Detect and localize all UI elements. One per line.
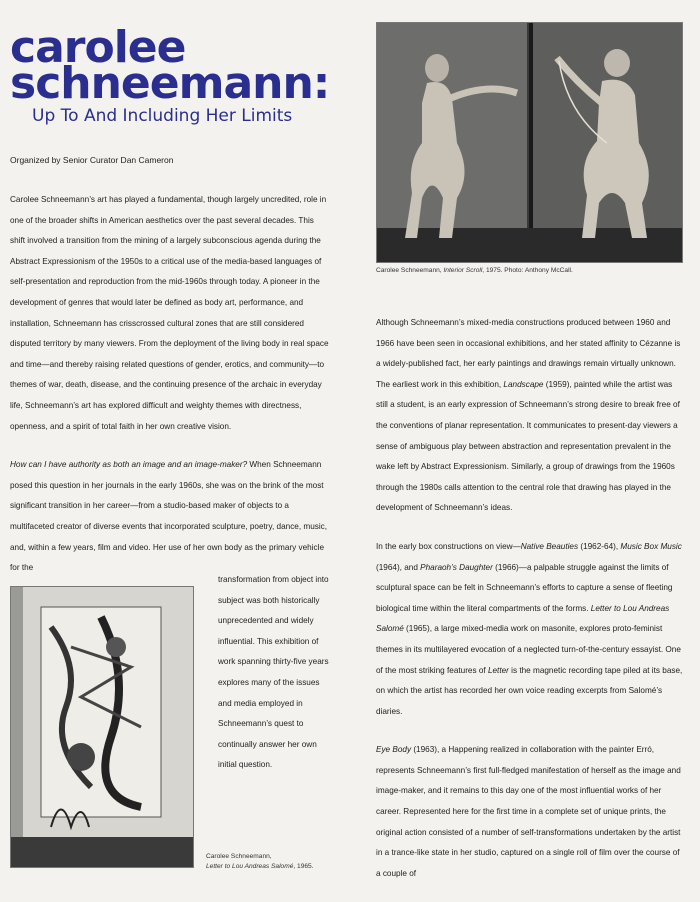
caption-top-prefix: Carolee Schneemann,: [376, 267, 444, 274]
r2-a: In the early box constructions on view—: [376, 541, 521, 551]
r2-i1: Native Beauties: [520, 541, 579, 551]
title-line-1: carolee: [10, 22, 186, 73]
organized-by: Organized by Senior Curator Dan Cameron: [10, 155, 174, 165]
interior-scroll-image: [377, 23, 682, 262]
right-paragraph-1: [376, 313, 686, 519]
narrow-text-column: transformation from object into subject was both historically unprecedented and widely influential. This exhibition of work spanning thirty-five years explores many of the issues and media employed in Schneemann’s quest to continually answer her own initial question.: [218, 575, 329, 770]
r1-a: Although Schneemann’s mixed-media constructions produced between 1960 and 1966 have been seen in occasional exhibitions, and her stated affinity to Cézanne is a widely-published fact, her early paintings and drawings remain virtually unknown. The earliest work in this exhibition,: [376, 318, 681, 389]
caption-left-line1: Carolee Schneemann,: [206, 853, 272, 860]
r2-e: (1965), a large mixed-media work on masonite, explores proto-feminist themes in its multilayered evocation of a neglected turn-of-the-century essayist. One of the most striking features of: [376, 624, 681, 675]
r2-i5: Letter: [487, 665, 509, 675]
r2-d: (1966)—a palpable struggle against the limits of sculptural space can be felt in Schneemann’s efforts to capture a sense of fleeting biological time within the literal compartments of the forms.: [376, 562, 673, 613]
letter-to-salome-image: [11, 587, 193, 867]
interior-scroll-photo: [376, 22, 683, 263]
r2-i4: Letter to Lou Andreas Salomé: [376, 603, 670, 634]
page-title: [10, 22, 350, 109]
caption-top-title: Interior Scroll: [443, 267, 483, 274]
r3-italic: Eye Body: [376, 745, 412, 755]
right-paragraph-3: [376, 740, 686, 884]
r3-rest: (1963), a Happening realized in collaboration with the painter Erró, represents Schneemann’s first full-fledged manifestation of herself as the image and image-maker, and it remains to this day one of the most influential works of her career. Represented here for the first time in a complete set of unique prints, the original action consisted of a number of self-transformations undertaken by the artist in a trance-like state in her studio, captured on a single roll of film over the course of a couple of: [376, 745, 681, 878]
r2-b: (1962-64),: [578, 541, 621, 551]
r2-c: (1964), and: [376, 562, 421, 572]
right-column: [376, 313, 686, 902]
quote-italic: How can I have authority as both an image and an image-maker?: [10, 460, 248, 470]
r2-i3: Pharaoh’s Daughter: [420, 562, 493, 572]
page-subtitle: Up To And Including Her Limits: [32, 106, 293, 126]
title-block: [10, 22, 350, 126]
caption-left-line2: [206, 862, 346, 872]
r2-i2: Music Box Music: [620, 541, 682, 551]
left-paragraph-2: [10, 455, 330, 579]
left-paragraph-2-text: When Schneemann posed this question in her journals in the early 1960s, she was on the brink of the most significant transition in her career—from a studio-based maker of objects to a multifaceted creator of diverse events that incorporated sculpture, poetry, dance, music, and, within a few years, film and video. Her use of her own body as the primary vehicle for the: [10, 460, 328, 573]
title-line-2: schneemann:: [10, 58, 330, 109]
caption-left-year: , 1965.: [293, 863, 314, 870]
interior-scroll-caption: [376, 266, 686, 276]
left-column: [10, 190, 330, 597]
letter-to-salome-caption: [206, 852, 346, 872]
left-paragraph-1: Carolee Schneemann’s art has played a fundamental, though largely uncredited, role in one of the broader shifts in American aesthetics over the past several decades. This shift involved a transition from the mining of a largely subconscious agenda during the Abstract Expressionism of the 1950s to a critical use of the media-based languages of self-presentation and reproduction from the mid-1960s through today. A pioneer in the development of genres that would later be defined as body art, performance, and installation, Schneemann has crisscrossed cultural zones that are still considered disputed territory by many viewers. From the deployment of the living body in real space and time—and thereby raising related questions of gender, erotics, and community—to themes of war, death, disease, and the continuing presence of the archaic in everyday life, Schneemann’s art has explored difficult and weighty themes with directness, openness, and a spirit of total faith in her own creative vision.: [10, 195, 329, 431]
r1-italic: Landscape: [503, 379, 544, 389]
caption-left-title: Letter to Lou Andreas Salomé: [206, 863, 294, 870]
right-paragraph-2: [376, 537, 686, 722]
r1-b: (1959), painted while the artist was still a student, is an early expression of Schneemann’s strong desire to break free of the conventions of planar representation. It communicates to present-day viewers a sense of ambiguous play between abstraction and representation prevalent in the wake left by Abstract Expressionism. Similarly, a group of drawings from the 1960s through the 1980s calls attention to the central role that drawing has played in the development of Schneemann’s ideas.: [376, 379, 680, 513]
caption-top-suffix: , 1975. Photo: Anthony McCall.: [482, 267, 573, 274]
r2-f: is the magnetic recording tape piled at its base, on which the artist has recorded her own voice reading excerpts from Salomé’s diaries.: [376, 665, 683, 716]
letter-to-salome-photo: [10, 586, 194, 868]
